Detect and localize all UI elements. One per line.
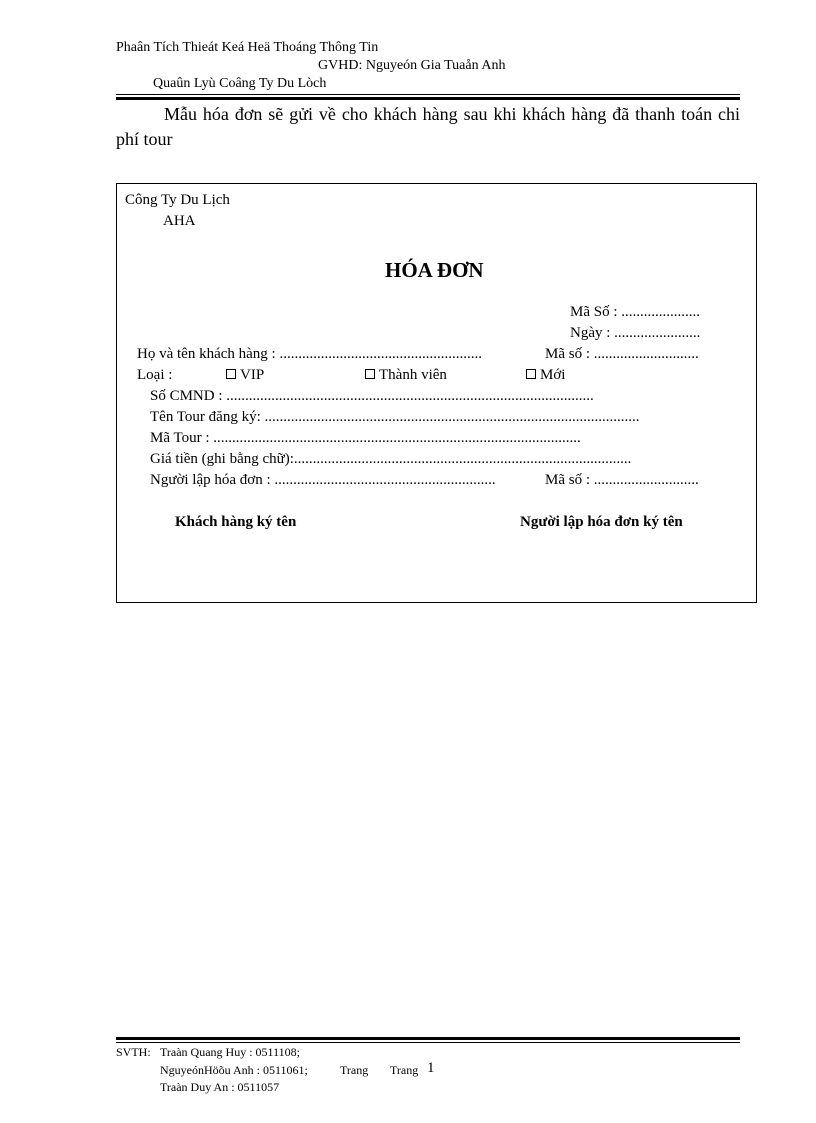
footer-page-number: 1 — [427, 1060, 435, 1076]
option-vip[interactable] — [226, 367, 264, 384]
header-rule-thick — [116, 97, 740, 100]
issuer-code-field: Mã số : ............................ — [545, 472, 699, 488]
header-title: Phaân Tích Thieát Keá Heä Thoáng Thông Tin — [116, 40, 379, 55]
footer-rule-thick — [116, 1037, 740, 1040]
footer-student-2: NguyeónHöõu Anh : 0511061; — [160, 1063, 308, 1077]
footer-student-1: Traàn Quang Huy : 0511108; — [160, 1045, 300, 1059]
checkbox-icon[interactable] — [526, 369, 536, 379]
footer-rule-thin — [116, 1042, 740, 1043]
footer-page-label: Trang — [340, 1063, 369, 1077]
checkbox-icon[interactable] — [365, 369, 375, 379]
footer-svth-label: SVTH: — [116, 1045, 151, 1059]
header-subject: Quaûn Lyù Coâng Ty Du Lòch — [153, 76, 327, 91]
company-brand: AHA — [163, 213, 196, 229]
option-new-label: Mới — [540, 367, 566, 383]
customer-signature-label: Khách hàng ký tên — [175, 514, 297, 530]
issuer-name-field: Người lập hóa đơn : ........................................................... — [150, 472, 496, 488]
header-advisor: GVHD: Nguyeón Gia Tuaån Anh — [318, 58, 506, 73]
footer-student-3: Traàn Duy An : 0511057 — [160, 1080, 280, 1094]
invoice-code: Mã Số : ..................... — [570, 304, 701, 320]
issuer-signature-label: Người lập hóa đơn ký tên — [520, 514, 683, 530]
option-new[interactable] — [526, 367, 565, 384]
header-rule-thin — [116, 94, 740, 95]
checkbox-icon[interactable] — [226, 369, 236, 379]
invoice-date: Ngày : ....................... — [570, 325, 701, 341]
id-card-field: Số CMND : .................................................................................................. — [150, 388, 594, 404]
option-member-label: Thành viên — [379, 367, 447, 383]
option-member[interactable] — [365, 367, 447, 384]
price-in-words-field: Giá tiền (ghi bằng chữ):.......................................................................................... — [150, 451, 632, 467]
option-vip-label: VIP — [240, 367, 265, 383]
intro-paragraph: Mẫu hóa đơn sẽ gửi về cho khách hàng sau khi khách hàng đã thanh toán chi phí tour — [116, 104, 740, 149]
invoice-title: HÓA ĐƠN — [385, 258, 484, 282]
type-label: Loại : — [137, 367, 173, 383]
company-name: Công Ty Du Lịch — [125, 192, 230, 208]
customer-name-field: Họ và tên khách hàng : ...................................................... — [137, 346, 482, 362]
footer-page-text: Trang — [390, 1063, 419, 1077]
tour-code-field: Mã Tour : .................................................................................................. — [150, 430, 581, 446]
tour-name-field: Tên Tour đăng ký: .................................................................................................... — [150, 409, 640, 425]
customer-code-field: Mã số : ............................ — [545, 346, 699, 362]
